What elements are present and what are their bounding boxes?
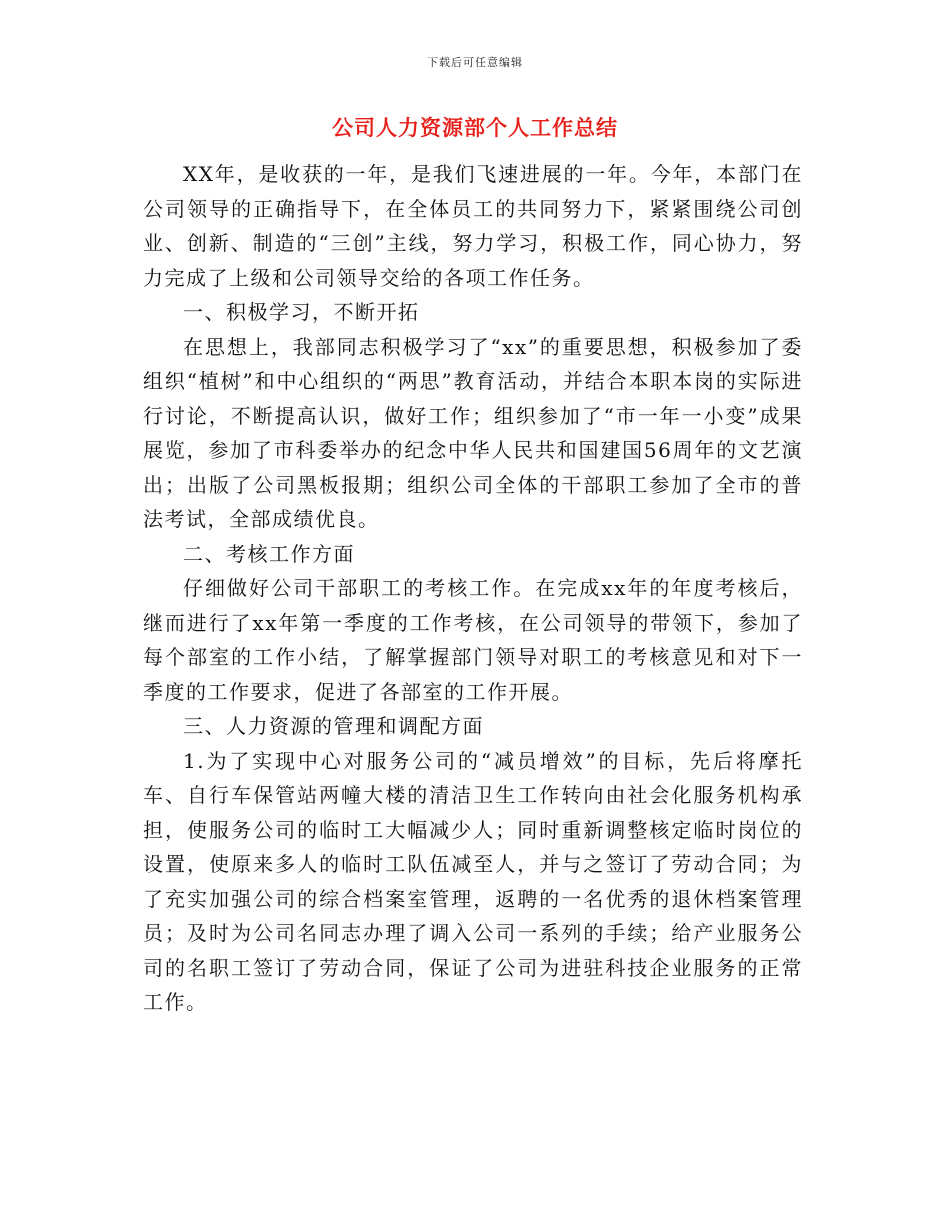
section-heading-2: 二、考核工作方面 xyxy=(183,541,355,566)
document-body xyxy=(143,157,803,1020)
section-paragraph-3: 1.为了实现中心对服务公司的“减员增效”的目标，先后将摩托车、自行车保管站两幢大楼的清洁卫生工作转向由社会化服务机构承担，使服务公司的临时工大幅减少人；同时重新调整核定临时岗位的设置，使原来多人的临时工队伍减至人，并与之签订了劳动合同；为了充实加强公司的综合档案室管理，返聘的一名优秀的退休档案管理员；及时为公司名同志办理了调入公司一系列的手续；给产业服务公司的名职工签订了劳动合同，保证了公司为进驻科技企业服务的正常工作。 xyxy=(143,748,803,1014)
header-note: 下载后可任意编辑 xyxy=(427,56,523,69)
section-paragraph-2: 仔细做好公司干部职工的考核工作。在完成xx年的年度考核后，继而进行了xx年第一季度的工作考核，在公司领导的带领下，参加了每个部室的工作小结，了解掌握部门领导对职工的考核意见和对下一季度的工作要求，促进了各部室的工作开展。 xyxy=(143,576,803,704)
document-title: 公司人力资源部个人工作总结 xyxy=(332,115,618,140)
section-paragraph-1: 在思想上，我部同志积极学习了“xx”的重要思想，积极参加了委组织“植树”和中心组织的“两思”教育活动，并结合本职本岗的实际进行讨论，不断提高认识，做好工作；组织参加了“市一年一小变”成果展览，参加了市科委举办的纪念中华人民共和国建国56周年的文艺演出；出版了公司黑板报期；组织公司全体的干部职工参加了全市的普法考试，全部成绩优良。 xyxy=(143,334,803,531)
section-heading-3: 三、人力资源的管理和调配方面 xyxy=(183,714,484,738)
section-heading-1: 一、积极学习，不断开拓 xyxy=(183,300,420,324)
intro-paragraph: XX年，是收获的一年，是我们飞速进展的一年。今年，本部门在公司领导的正确指导下，在全体员工的共同努力下，紧紧围绕公司创业、创新、制造的“三创”主线，努力学习，积极工作，同心协力，努力完成了上级和公司领导交给的各项工作任务。 xyxy=(143,162,803,290)
